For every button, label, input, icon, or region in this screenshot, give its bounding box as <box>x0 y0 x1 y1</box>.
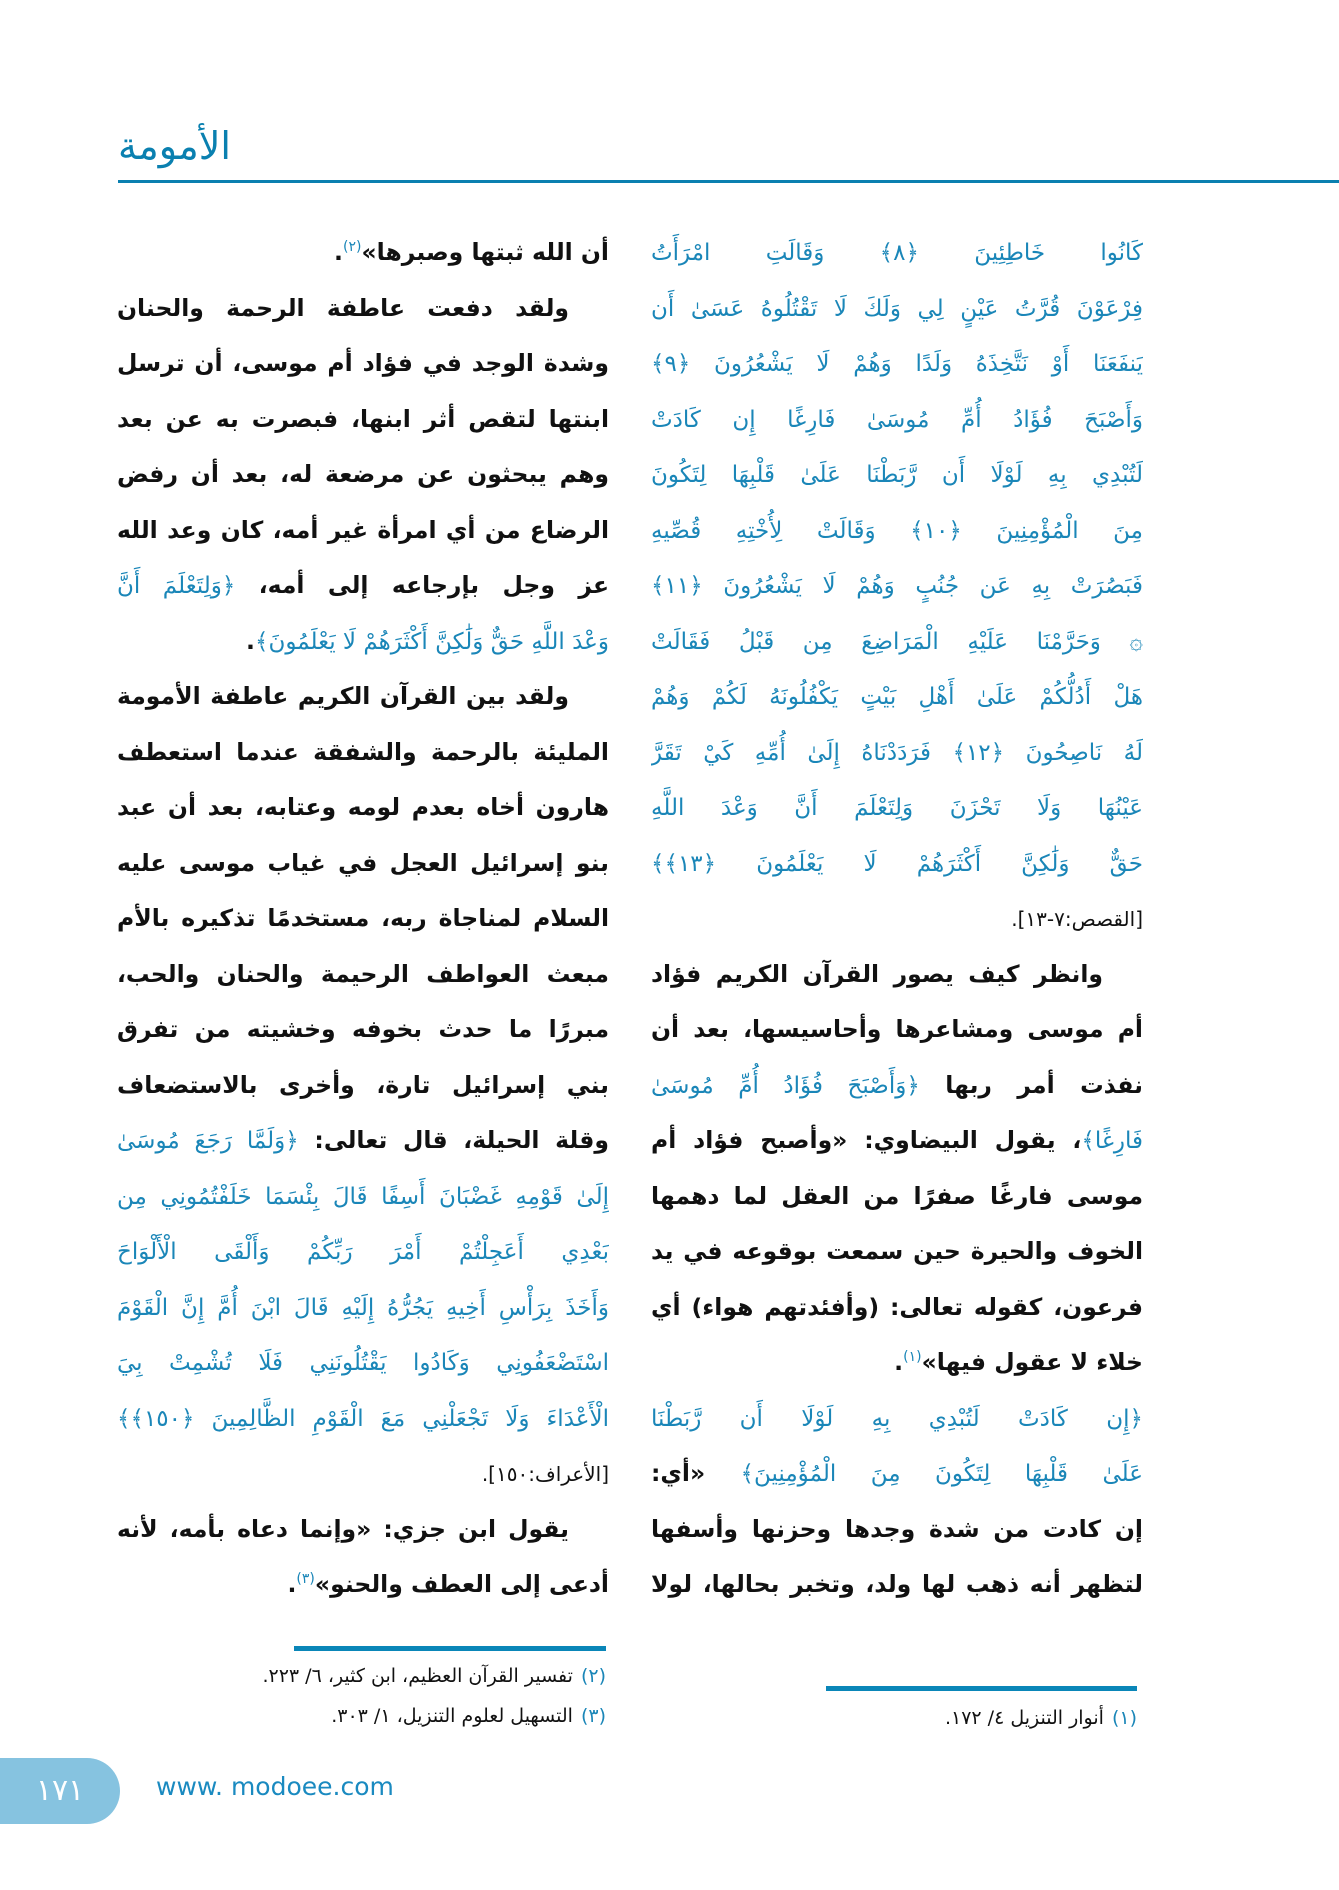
prose-text: لتظهر أنه ذهب لها ولد، وتخبر بحالها، لولا <box>651 1570 1143 1598</box>
prose-text: أدعى إلى العطف والحنو» <box>314 1570 609 1598</box>
text-line <box>117 1002 609 1058</box>
quran-verse: حَقٌّ وَلَٰكِنَّ أَكْثَرَهُمْ لَا يَعْلَمُونَ ﴿١٣﴾﴾ <box>651 850 1143 877</box>
text-line <box>117 1391 609 1447</box>
footnote-text: التسهيل لعلوم التنزيل، ١/ ٣٠٣. <box>331 1705 573 1727</box>
text-line <box>117 503 609 559</box>
text-line <box>117 1169 609 1225</box>
prose-text: . <box>334 238 343 266</box>
right-text-column <box>651 225 1143 1613</box>
prose-text: إن كادت من شدة وجدها وحزنها وأسفها <box>651 1514 1143 1543</box>
prose-text: يقول ابن جزي: «وإنما دعاه بأمه، لأنه <box>117 1514 569 1543</box>
footnote-number: (٣) <box>580 1705 606 1727</box>
quran-verse: وَأَخَذَ بِرَأْسِ أَخِيهِ يَجُرُّهُ إِلَيْهِ قَالَ ابْنَ أُمَّ إِنَّ الْقَوْمَ <box>117 1294 609 1321</box>
text-line <box>651 392 1143 448</box>
text-line <box>651 1557 1143 1613</box>
text-line <box>651 891 1143 947</box>
text-line <box>117 836 609 892</box>
quran-verse: عَيْنُهَا وَلَا تَحْزَنَ وَلِتَعْلَمَ أَنَّ وَعْدَ اللَّهِ <box>651 795 1143 821</box>
prose-text: وانظر كيف يصور القرآن الكريم فؤاد <box>651 959 1103 988</box>
text-line <box>117 1113 609 1169</box>
quran-verse: يَنفَعَنَا أَوْ نَتَّخِذَهُ وَلَدًا وَهُمْ لَا يَشْعُرُونَ ﴿٩﴾ <box>651 351 1143 377</box>
text-line <box>651 1058 1143 1114</box>
text-line <box>117 947 609 1003</box>
quran-verse: ﴿وَلَمَّا رَجَعَ مُوسَىٰ <box>117 1128 299 1154</box>
text-line <box>117 281 609 337</box>
quran-verse: ۞ وَحَرَّمْنَا عَلَيْهِ الْمَرَاضِعَ مِن قَبْلُ فَقَالَتْ <box>651 628 1143 655</box>
prose-text: هارون أخاه بعدم لومه وعتابه، بعد أن عبد <box>117 793 609 821</box>
prose-text: السلام لمناجاة ربه، مستخدمًا تذكيره بالأم <box>117 904 609 932</box>
text-line <box>117 1557 609 1613</box>
text-line <box>117 725 609 781</box>
text-line <box>117 891 609 947</box>
text-line <box>651 281 1143 337</box>
text-line <box>651 836 1143 892</box>
prose-text: بنو إسرائيل العجل في غياب موسى عليه <box>117 848 609 877</box>
text-line <box>651 1391 1143 1447</box>
text-line <box>117 558 609 614</box>
prose-text: أن الله ثبتها وصبرها» <box>361 238 609 266</box>
footnote-marker: (٣) <box>296 1571 315 1588</box>
footnotes-right <box>945 1698 1137 1738</box>
text-line <box>117 1446 609 1502</box>
footnote <box>945 1698 1137 1738</box>
quran-verse: بَعْدِي أَعَجِلْتُمْ أَمْرَ رَبِّكُمْ وَأَلْقَى الْأَلْوَاحَ <box>117 1239 609 1265</box>
prose-text: المليئة بالرحمة والشفقة عندما استعطف <box>117 737 609 766</box>
text-line <box>651 947 1143 1003</box>
prose-text: وشدة الوجد في فؤاد أم موسى، أن ترسل <box>117 349 609 377</box>
text-line <box>117 1280 609 1336</box>
verse-reference: [الأعراف:١٥٠]. <box>481 1462 609 1486</box>
header-rule <box>118 180 1339 183</box>
chapter-title: الأمومة <box>118 124 231 168</box>
website-url[interactable]: www. modoee.com <box>156 1772 394 1801</box>
text-line <box>117 336 609 392</box>
footnote <box>262 1696 606 1736</box>
text-line <box>651 1280 1143 1336</box>
quran-verse: وَعْدَ اللَّهِ حَقٌّ وَلَٰكِنَّ أَكْثَرَهُمْ لَا يَعْلَمُونَ﴾ <box>254 628 609 655</box>
footnote-marker: (١) <box>903 1349 922 1366</box>
text-line <box>651 1224 1143 1280</box>
quran-verse: كَانُوا خَاطِئِينَ ﴿٨﴾ وَقَالَتِ امْرَأَتُ <box>651 240 1143 266</box>
footnote-marker: (٢) <box>342 239 362 256</box>
text-line <box>651 447 1143 503</box>
text-line <box>651 1502 1143 1558</box>
footnote-text: أنوار التنزيل ٤/ ١٧٢. <box>944 1707 1104 1729</box>
prose-text: «أي: <box>651 1459 741 1487</box>
text-line <box>651 669 1143 725</box>
text-line <box>117 447 609 503</box>
text-line <box>117 780 609 836</box>
prose-text: موسى فارغًا صفرًا من العقل لما دهمها <box>651 1181 1143 1210</box>
prose-text: بني إسرائيل تارة، وأخرى بالاستضعاف <box>117 1070 609 1099</box>
quran-verse: مِنَ الْمُؤْمِنِينَ ﴿١٠﴾ وَقَالَتْ لِأُخْتِهِ قُصِّيهِ <box>651 517 1143 544</box>
footnote-rule-left <box>294 1646 606 1651</box>
text-line <box>651 225 1143 281</box>
quran-verse: هَلْ أَدُلُّكُمْ عَلَىٰ أَهْلِ بَيْتٍ يَكْفُلُونَهُ لَكُمْ وَهُمْ <box>651 684 1143 710</box>
quran-verse: فَبَصُرَتْ بِهِ عَن جُنُبٍ وَهُمْ لَا يَشْعُرُونَ ﴿١١﴾ <box>651 573 1143 599</box>
prose-text: ابنتها لتقص أثر ابنها، فبصرت به عن بعد <box>117 404 609 433</box>
quran-verse: ﴿وَلِتَعْلَمَ أَنَّ <box>117 573 236 599</box>
quran-verse: إِلَىٰ قَوْمِهِ غَضْبَانَ أَسِفًا قَالَ بِئْسَمَا خَلَفْتُمُونِي مِن <box>117 1183 609 1210</box>
quran-verse: اسْتَضْعَفُونِي وَكَادُوا يَقْتُلُونَنِي فَلَا تُشْمِتْ بِيَ <box>117 1350 609 1376</box>
verse-reference: [القصص:٧-١٣]. <box>1011 907 1143 931</box>
text-line <box>651 614 1143 670</box>
quran-verse: الْأَعْدَاءَ وَلَا تَجْعَلْنِي مَعَ الْقَوْمِ الظَّالِمِينَ ﴿١٥٠﴾﴾ <box>117 1405 609 1432</box>
quran-verse: لَتُبْدِي بِهِ لَوْلَا أَن رَّبَطْنَا عَلَىٰ قَلْبِهَا لِتَكُونَ <box>651 462 1143 488</box>
footnote-rule-right <box>826 1686 1137 1691</box>
text-line <box>651 558 1143 614</box>
footnotes-left <box>262 1656 606 1736</box>
page-number: ١٧١ <box>0 1758 120 1824</box>
footnote <box>262 1656 606 1696</box>
text-line <box>117 1224 609 1280</box>
prose-text: الخوف والحيرة حين سمعت بوقوعه في يد <box>651 1237 1143 1265</box>
text-line <box>651 503 1143 559</box>
text-line <box>651 336 1143 392</box>
prose-text: نفذت أمر ربها <box>919 1070 1143 1099</box>
text-line <box>117 669 609 725</box>
prose-text: عز وجل بإرجاعه إلى أمه، <box>235 571 609 599</box>
prose-text: . <box>246 626 255 655</box>
text-line <box>651 780 1143 836</box>
prose-text: . <box>287 1570 297 1598</box>
prose-text: وهم يبحثون عن مرضعة له، بعد أن رفض <box>117 460 609 488</box>
quran-verse: فَارِغًا﴾ <box>1081 1128 1143 1154</box>
prose-text: وقلة الحيلة، قال تعالى: <box>298 1126 609 1154</box>
quran-verse: وَأَصْبَحَ فُؤَادُ أُمِّ مُوسَىٰ فَارِغًا إِن كَادَتْ <box>651 406 1143 433</box>
quran-verse: لَهُ نَاصِحُونَ ﴿١٢﴾ فَرَدَدْنَاهُ إِلَىٰ أُمِّهِ كَيْ تَقَرَّ <box>651 739 1143 766</box>
prose-text: أم موسى ومشاعرها وأحاسيسها، بعد أن <box>651 1015 1143 1043</box>
text-line <box>651 725 1143 781</box>
text-line <box>117 225 609 281</box>
footnote-number: (٢) <box>580 1665 606 1687</box>
text-line <box>651 1002 1143 1058</box>
prose-text: . <box>894 1348 904 1376</box>
prose-text: ولقد دفعت عاطفة الرحمة والحنان <box>117 293 569 322</box>
text-line <box>117 614 609 670</box>
text-line <box>117 1058 609 1114</box>
prose-text: ولقد بين القرآن الكريم عاطفة الأمومة <box>117 682 569 710</box>
prose-text: مبعث العواطف الرحيمة والحنان والحب، <box>117 959 609 988</box>
quran-verse: ﴿وَأَصْبَحَ فُؤَادُ أُمِّ مُوسَىٰ <box>651 1072 920 1099</box>
left-text-column <box>117 225 609 1613</box>
prose-text: ، يقول البيضاوي: «وأصبح فؤاد أم <box>651 1126 1082 1154</box>
text-line <box>651 1113 1143 1169</box>
prose-text: فرعون، كقوله تعالى: (وأفئدتهم هواء) أي <box>651 1292 1143 1321</box>
quran-verse: عَلَىٰ قَلْبِهَا لِتَكُونَ مِنَ الْمُؤْمِنِينَ﴾ <box>740 1461 1143 1487</box>
text-line <box>651 1335 1143 1391</box>
footnote-text: تفسير القرآن العظيم، ابن كثير، ٦/ ٢٢٣. <box>262 1665 573 1687</box>
text-line <box>117 1502 609 1558</box>
text-line <box>651 1446 1143 1502</box>
footnote-number: (١) <box>1111 1707 1137 1729</box>
prose-text: خلاء لا عقول فيها» <box>921 1348 1143 1376</box>
quran-verse: ﴿إِن كَادَتْ لَتُبْدِي بِهِ لَوْلَا أَن رَّبَطْنَا <box>651 1405 1143 1432</box>
text-line <box>117 1335 609 1391</box>
quran-verse: فِرْعَوْنَ قُرَّتُ عَيْنٍ لِي وَلَكَ لَا تَقْتُلُوهُ عَسَىٰ أَن <box>651 295 1143 322</box>
text-line <box>117 392 609 448</box>
prose-text: مبررًا ما حدث بخوفه وخشيته من تفرق <box>117 1015 609 1043</box>
text-line <box>651 1169 1143 1225</box>
prose-text: الرضاع من أي امرأة غير أمه، كان وعد الله <box>117 515 609 544</box>
